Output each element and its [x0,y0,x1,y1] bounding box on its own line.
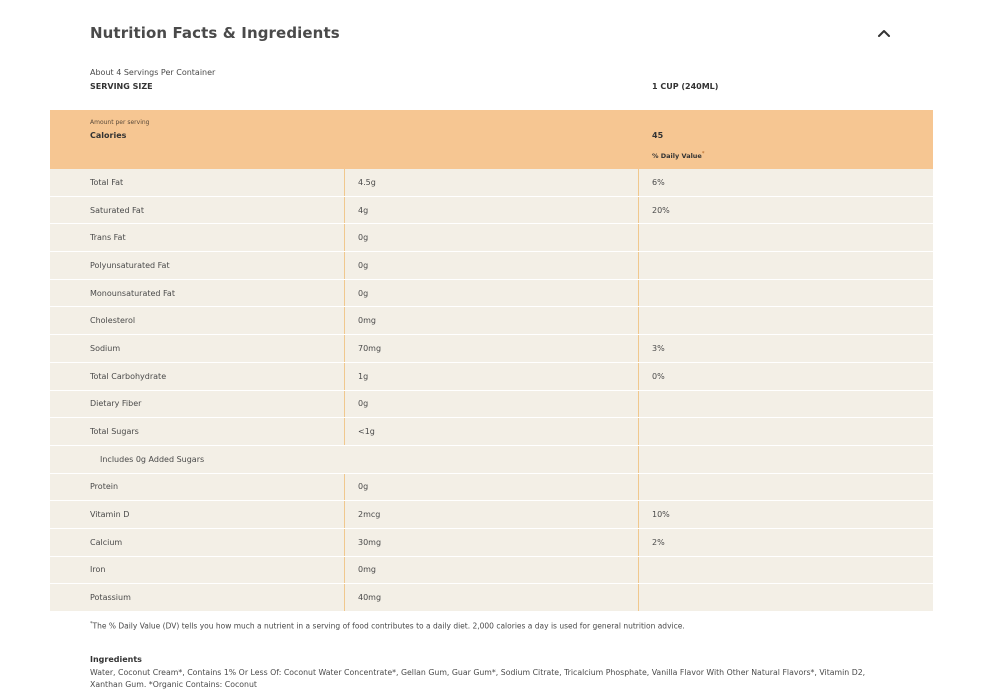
nutrient-name: Trans Fat [90,233,126,243]
daily-value-header [652,151,704,160]
nutrient-amount: 0mg [358,316,376,326]
nutrient-name: Vitamin D [90,510,130,520]
nutrient-daily-value [652,446,852,473]
column-divider [344,584,345,611]
section-title: Nutrition Facts & Ingredients [90,24,340,42]
column-divider [344,474,345,501]
nutrient-amount: 0mg [358,565,376,575]
nutrient-amount [358,446,638,473]
nutrient-table [50,169,933,612]
table-row [50,529,933,556]
ingredients-text: Water, Coconut Cream*, Contains 1% Or Less Of: Coconut Water Concentrate*, Gellan Gum, Guar Gum*, Sodium Citrate, Tricalcium Phosphate, Vanilla Flavor With Other Natural Flavors*, Vitamin D2, Xanthan Gum. *Organic Contains: Coconut [90,668,866,689]
column-divider [344,169,345,196]
column-divider [638,474,639,501]
nutrient-daily-value [652,252,852,279]
footnote-text: The % Daily Value (DV) tells you how much a nutrient in a serving of food contributes to a daily diet. 2,000 calories a day is used for general nutrition advice. [92,621,685,631]
nutrient-daily-value: 0% [652,371,665,381]
nutrient-daily-value [652,224,852,251]
column-divider [638,307,639,334]
nutrient-amount: 4.5g [358,177,376,187]
footnote-marker: * [90,621,93,627]
column-divider [344,335,345,362]
column-divider [344,307,345,334]
nutrient-daily-value: 2% [652,537,665,547]
table-row [50,197,933,224]
column-divider [344,501,345,528]
nutrient-name: Includes 0g Added Sugars [100,454,205,464]
column-divider [344,197,345,224]
column-divider [638,446,639,473]
column-divider [344,280,345,307]
nutrient-daily-value [652,307,852,334]
nutrient-amount: 0g [358,482,369,492]
nutrient-daily-value [652,391,852,418]
column-divider [638,501,639,528]
nutrition-accordion-header[interactable] [90,22,893,46]
column-divider [638,280,639,307]
column-divider [638,557,639,584]
daily-value-footnote [90,621,685,631]
column-divider [344,252,345,279]
table-row [50,446,933,473]
table-row [50,252,933,279]
serving-size-label: SERVING SIZE [90,82,153,91]
nutrient-amount: 70mg [358,343,382,353]
nutrient-daily-value: 10% [652,510,670,520]
nutrient-daily-value: 20% [652,205,670,215]
nutrient-name: Protein [90,482,119,492]
calories-label: Calories [90,131,127,140]
nutrient-amount: <1g [358,427,375,437]
nutrient-amount: 0g [358,233,369,243]
nutrient-amount: 40mg [358,593,382,603]
nutrient-daily-value [652,418,852,445]
nutrient-name: Monounsaturated Fat [90,288,175,298]
column-divider [638,418,639,445]
table-row [50,474,933,501]
nutrient-name: Saturated Fat [90,205,144,215]
table-row [50,418,933,445]
column-divider [344,391,345,418]
nutrient-daily-value [652,557,852,584]
nutrient-name: Total Carbohydrate [90,371,167,381]
column-divider [344,363,345,390]
calories-band [50,110,933,169]
calories-value: 45 [652,131,664,140]
table-row [50,224,933,251]
table-row [50,307,933,334]
ingredients-title: Ingredients [90,655,142,664]
nutrient-name: Cholesterol [90,316,136,326]
servings-per-container: About 4 Servings Per Container [90,68,216,77]
nutrient-name: Polyunsaturated Fat [90,260,170,270]
nutrient-amount: 30mg [358,537,382,547]
nutrient-name: Total Fat [90,177,124,187]
serving-size-value: 1 CUP (240ML) [652,82,719,91]
nutrient-daily-value: 3% [652,343,665,353]
nutrient-amount: 4g [358,205,369,215]
nutrient-daily-value: 6% [652,177,665,187]
column-divider [638,252,639,279]
nutrient-name: Total Sugars [90,427,139,437]
daily-value-header-text: % Daily Value [652,152,702,161]
serving-info [90,68,893,98]
chevron-up-icon[interactable] [875,24,893,42]
table-row [50,501,933,528]
table-row [50,335,933,362]
table-row [50,584,933,611]
table-row [50,557,933,584]
column-divider [344,224,345,251]
nutrient-name: Calcium [90,537,123,547]
nutrient-name: Dietary Fiber [90,399,142,409]
nutrient-amount: 0g [358,288,369,298]
nutrient-amount: 2mcg [358,510,381,520]
column-divider [344,418,345,445]
nutrient-amount: 0g [358,399,369,409]
nutrient-daily-value [652,280,852,307]
column-divider [638,224,639,251]
table-row [50,169,933,196]
amount-per-serving: Amount per serving [90,119,150,126]
nutrient-amount: 1g [358,371,369,381]
nutrient-name: Potassium [90,593,131,603]
table-row [50,391,933,418]
column-divider [344,529,345,556]
column-divider [638,363,639,390]
column-divider [638,335,639,362]
nutrient-daily-value [652,584,852,611]
table-row [50,363,933,390]
table-row [50,280,933,307]
nutrient-amount: 0g [358,260,369,270]
nutrient-daily-value [652,474,852,501]
daily-value-marker: * [701,151,705,157]
column-divider [638,197,639,224]
column-divider [638,529,639,556]
column-divider [344,557,345,584]
column-divider [638,391,639,418]
column-divider [638,584,639,611]
column-divider [638,169,639,196]
nutrient-name: Sodium [90,343,121,353]
nutrient-name: Iron [90,565,106,575]
